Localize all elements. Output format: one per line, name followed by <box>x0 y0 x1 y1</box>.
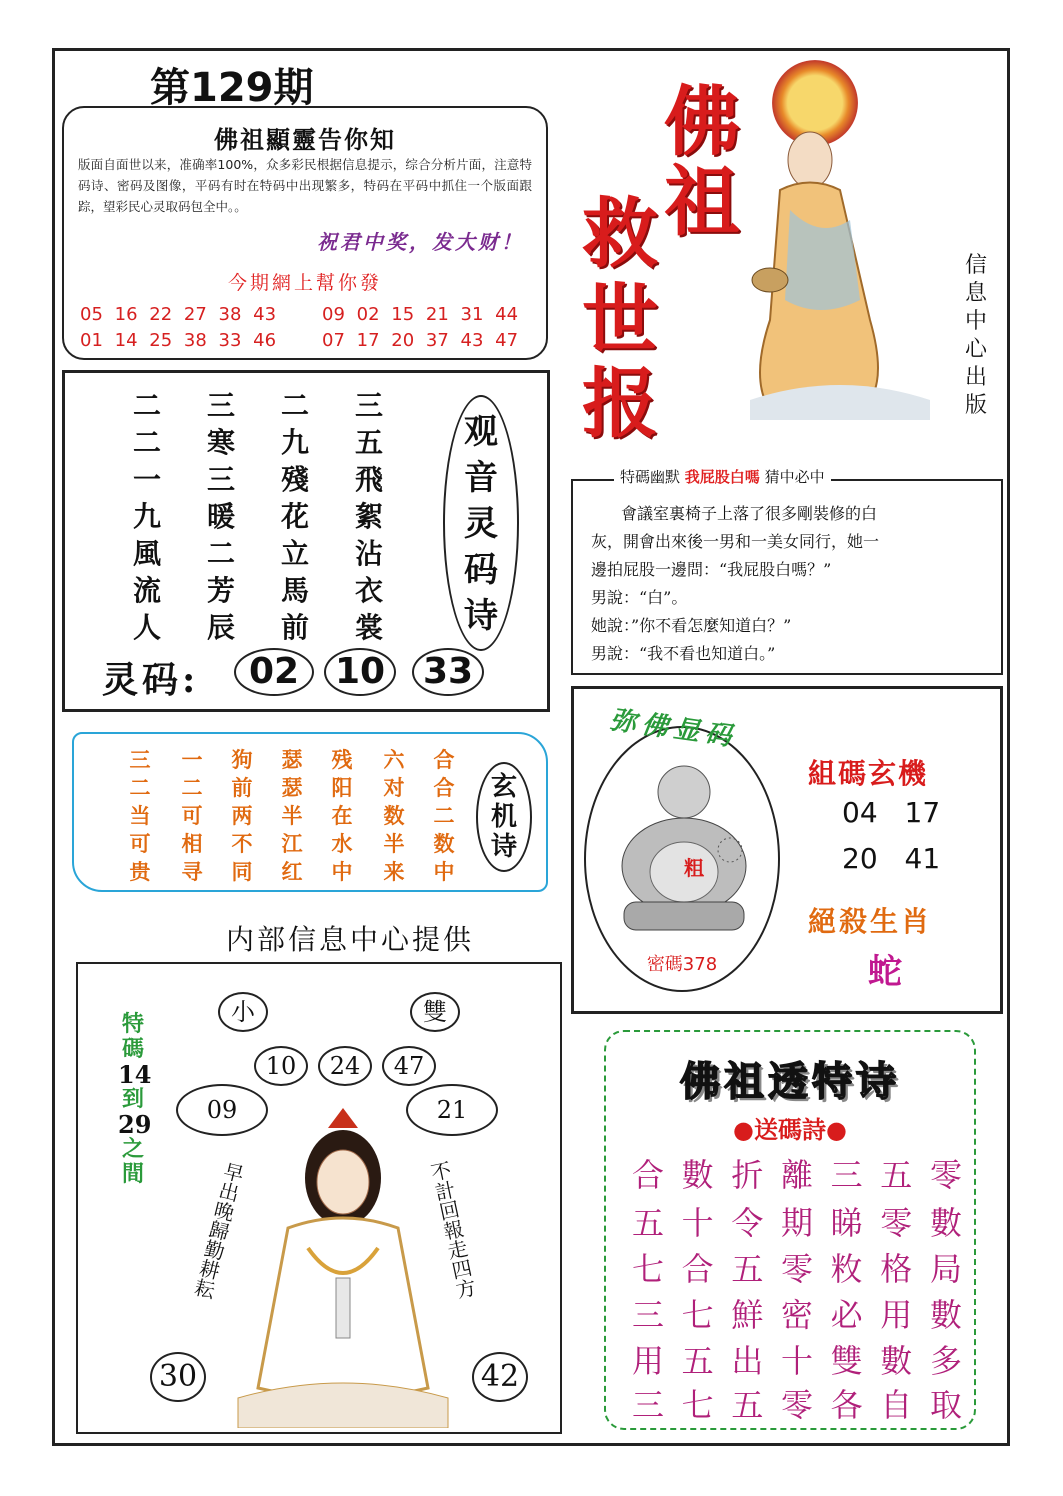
poem-char: 衣 <box>354 574 383 607</box>
xuanji-col-6 <box>376 746 412 886</box>
xuanji-char: 残 <box>331 747 353 772</box>
poem-char: 風 <box>132 537 161 570</box>
tou-te-char: 合 <box>632 1156 665 1194</box>
lingma-number-2: 10 <box>324 648 396 696</box>
numbers-row-1-left: 05 16 22 27 38 43 <box>80 304 277 325</box>
xuanji-char: 不 <box>231 831 253 856</box>
joke-line-3: 邊拍屁股一邊問：“我屁股白嗎？” <box>591 560 832 579</box>
xuanji-char: 来 <box>383 859 405 884</box>
tou-te-char: 取 <box>929 1386 962 1424</box>
range-char: 間 <box>121 1161 144 1187</box>
combo-title: 組碼玄機 <box>808 757 929 790</box>
numbers-row-1-right: 09 02 15 21 31 44 <box>322 304 519 325</box>
publisher-vertical: 信息中心出版 <box>964 253 987 418</box>
net-label: 今期網上幫你發 <box>227 272 382 294</box>
tou-te-char: 零 <box>929 1156 962 1194</box>
joke-head-right: 猜中必中 <box>764 468 825 486</box>
poem-char: 二 <box>206 537 235 570</box>
poem-col-3 <box>265 387 325 646</box>
xuanji-poem-box <box>72 732 548 892</box>
blessing-text: 祝君中奖，发大财！ <box>317 230 524 254</box>
title-char-4: 世 <box>582 275 658 364</box>
xuanji-char: 前 <box>231 775 253 800</box>
tou-te-char: 數 <box>929 1204 962 1242</box>
tou-te-row-2 <box>632 1198 962 1244</box>
xuanji-char: 中 <box>331 859 353 884</box>
title-char-5: 报 <box>582 359 658 448</box>
joke-heading <box>614 466 831 487</box>
lingma-label: 灵码: <box>102 659 200 701</box>
xuanji-char: 数 <box>383 803 405 828</box>
oval-char: 音 <box>464 458 498 498</box>
tou-te-char: 鮮 <box>731 1296 764 1334</box>
poem-char: 三 <box>206 463 235 496</box>
poem-col-2 <box>191 387 251 646</box>
tou-te-char: 十 <box>780 1342 813 1380</box>
range-char: 特 <box>121 1011 144 1037</box>
double-circle: 雙 <box>410 992 460 1032</box>
xuanji-char: 红 <box>281 859 303 884</box>
xuanji-char: 两 <box>231 803 253 828</box>
tou-te-char: 數 <box>880 1342 913 1380</box>
tou-te-char: 七 <box>681 1386 714 1424</box>
bottom-left-number: 30 <box>150 1352 206 1402</box>
xuanji-col-1 <box>122 746 158 886</box>
tou-te-char: 零 <box>780 1386 813 1424</box>
tou-te-row-5 <box>632 1336 962 1382</box>
joke-line-2: 灰，開會出來後一男和一美女同行，她一 <box>591 532 880 551</box>
tou-te-char: 五 <box>731 1386 764 1424</box>
poem-char: 花 <box>280 500 309 533</box>
tou-te-char: 五 <box>731 1250 764 1288</box>
tou-te-char: 三 <box>632 1386 665 1424</box>
xuanji-char: 合 <box>433 747 455 772</box>
guanyin-oval-label <box>443 395 519 651</box>
xuanji-char: 在 <box>331 803 353 828</box>
tou-te-char: 睇 <box>830 1204 863 1242</box>
range-box <box>118 1011 152 1187</box>
tou-te-row-6 <box>632 1380 962 1426</box>
tou-te-char: 離 <box>780 1156 813 1194</box>
joke-line-1: 會議室裏椅子上落了很多剛裝修的白 <box>621 504 878 523</box>
poem-char: 暖 <box>206 500 235 533</box>
numbers-row-2-left: 01 14 25 38 33 46 <box>80 330 277 351</box>
buddha-seal-char: 粗 <box>684 856 704 880</box>
buddha-arc-text: 弥佛显码 <box>608 705 740 753</box>
joke-line-4: 男說：“白”。 <box>591 588 688 607</box>
tou-te-char: 用 <box>632 1342 665 1380</box>
tou-te-char: 格 <box>880 1250 913 1288</box>
tou-te-subtitle: ●送碼詩● <box>733 1115 847 1144</box>
tou-te-row-4 <box>632 1290 962 1336</box>
poem-char: 辰 <box>206 611 235 644</box>
xuanji-char: 相 <box>181 831 203 856</box>
tou-te-char: 零 <box>780 1250 813 1288</box>
tou-te-row-3 <box>632 1244 962 1290</box>
joke-head-left: 特碼幽默 <box>620 468 681 486</box>
tou-te-char: 三 <box>830 1156 863 1194</box>
intro-heading: 佛祖顯靈告你知 <box>214 125 396 154</box>
tou-te-char: 多 <box>929 1342 962 1380</box>
poem-char: 流 <box>132 574 161 607</box>
oval-char: 码 <box>464 550 498 590</box>
top-number-2: 24 <box>318 1046 372 1086</box>
xuanji-char: 二 <box>181 775 203 800</box>
range-from: 14 <box>118 1060 152 1089</box>
poem-char: 三 <box>354 389 383 422</box>
xuanji-char: 半 <box>383 831 405 856</box>
tou-te-char: 局 <box>929 1250 962 1288</box>
tou-te-char: 折 <box>731 1156 764 1194</box>
tou-te-char: 五 <box>632 1204 665 1242</box>
xuanji-char: 半 <box>281 803 303 828</box>
bodhisattva-figure-image <box>740 120 940 420</box>
joke-box <box>571 479 1003 675</box>
xuanji-char: 水 <box>331 831 353 856</box>
xuanji-char: 阳 <box>331 775 353 800</box>
poem-col-4 <box>339 387 399 646</box>
right-oval-number: 21 <box>406 1084 498 1136</box>
xuanji-char: 狗 <box>231 747 253 772</box>
xuanji-oval-char: 玄 <box>490 772 517 802</box>
range-char: 碼 <box>121 1036 144 1062</box>
poem-col-1 <box>117 387 177 646</box>
tou-te-char: 三 <box>632 1296 665 1334</box>
poem-char: 芳 <box>206 574 235 607</box>
poem-char: 二 <box>132 389 161 422</box>
poem-char: 立 <box>280 537 309 570</box>
oval-char: 灵 <box>464 504 498 544</box>
poem-char: 二 <box>280 389 309 422</box>
xuanji-col-3 <box>224 746 260 886</box>
poem-char: 馬 <box>280 574 309 607</box>
tou-te-char: 合 <box>681 1250 714 1288</box>
joke-head-red: 我屁股白嗎 <box>684 468 760 486</box>
tou-te-char: 自 <box>880 1386 913 1424</box>
xuanji-col-7 <box>426 746 462 886</box>
xuanji-char: 一 <box>181 747 203 772</box>
xuanji-char: 瑟 <box>281 747 303 772</box>
poem-char: 二 <box>132 426 161 459</box>
oval-char: 诗 <box>464 596 498 636</box>
xuanji-char: 合 <box>433 775 455 800</box>
xuanji-char: 寻 <box>181 859 203 884</box>
tou-te-char: 必 <box>830 1296 863 1334</box>
combo-row-1: 04 17 <box>842 796 941 829</box>
tou-te-title: 佛祖透特诗 <box>680 1058 900 1105</box>
intro-body: 版面自面世以来，准确率100%，众多彩民根据信息提示，综合分析片面，注意特码诗、密码及图像，平码有时在特码中出现繁多，特码在平码中抓住一个版面跟踪，望彩民心灵取码包全中。。 <box>78 157 532 214</box>
tou-te-char: 令 <box>731 1204 764 1242</box>
xuanji-char: 可 <box>129 831 151 856</box>
tou-te-char: 雙 <box>830 1342 863 1380</box>
left-oval-number: 09 <box>176 1084 268 1136</box>
tou-te-char: 十 <box>681 1204 714 1242</box>
small-circle: 小 <box>218 992 268 1032</box>
xuanji-char: 六 <box>383 747 405 772</box>
xuanji-char: 对 <box>383 775 405 800</box>
poem-char: 寒 <box>206 426 235 459</box>
right-verse: 不計回報走四方 <box>425 1159 479 1301</box>
guanyin-panel <box>76 962 562 1434</box>
xuanji-char: 数 <box>433 831 455 856</box>
poem-char: 九 <box>132 500 161 533</box>
lingma-number-3: 33 <box>412 648 484 696</box>
poem-char: 九 <box>280 426 309 459</box>
left-verse: 早出晚歸勤耕耘 <box>189 1159 247 1301</box>
poem-char: 沾 <box>354 537 383 570</box>
numbers-row-2-right: 07 17 20 37 43 47 <box>322 330 519 351</box>
tou-te-char: 五 <box>880 1156 913 1194</box>
kill-zodiac-value: 蛇 <box>868 952 902 992</box>
xuanji-char: 当 <box>129 803 151 828</box>
laughing-buddha-image <box>604 754 764 938</box>
xuanji-oval-char: 机 <box>490 802 517 832</box>
tou-te-char: 零 <box>880 1204 913 1242</box>
tou-te-char: 期 <box>780 1204 813 1242</box>
range-char: 到 <box>121 1086 144 1112</box>
xuanji-char: 二 <box>129 775 151 800</box>
xuanji-col-4 <box>274 746 310 886</box>
poem-char: 三 <box>206 389 235 422</box>
xuanji-char: 中 <box>433 859 455 884</box>
tou-te-char: 數 <box>929 1296 962 1334</box>
xuanji-char: 同 <box>231 859 253 884</box>
poem-char: 絮 <box>354 500 383 533</box>
poem-char: 人 <box>132 611 161 644</box>
title-char-3: 救 <box>582 189 658 278</box>
xuanji-char: 江 <box>281 831 303 856</box>
poem-char: 五 <box>354 426 383 459</box>
kill-zodiac-title: 絕殺生肖 <box>808 905 933 938</box>
intro-box <box>62 106 548 360</box>
top-number-1: 10 <box>254 1046 308 1086</box>
tou-te-char: 五 <box>681 1342 714 1380</box>
bottom-right-number: 42 <box>472 1352 528 1402</box>
xuanji-char: 贵 <box>129 859 151 884</box>
xuanji-char: 三 <box>129 747 151 772</box>
xuanji-char: 二 <box>433 803 455 828</box>
poem-char: 裳 <box>354 611 383 644</box>
poem-char: 前 <box>280 611 309 644</box>
issue-number: 第129期 <box>150 65 314 111</box>
tou-te-char: 出 <box>731 1342 764 1380</box>
provided-by-text: 内部信息中心提供 <box>226 923 475 956</box>
xuanji-oval-label <box>476 762 532 872</box>
xuanji-col-2 <box>174 746 210 886</box>
joke-line-6: 男說：“我不看也知道白。” <box>591 644 776 663</box>
tou-te-char: 用 <box>880 1296 913 1334</box>
title-char-2: 祖 <box>664 157 740 246</box>
tou-te-row-1 <box>632 1150 962 1196</box>
poem-char: 一 <box>132 463 161 496</box>
title-char-1: 佛 <box>664 77 740 166</box>
tou-te-char: 各 <box>830 1386 863 1424</box>
xuanji-char: 瑟 <box>281 775 303 800</box>
combo-row-2: 20 41 <box>842 842 941 875</box>
joke-line-5: 她說：”你不看怎麼知道白？” <box>591 616 792 635</box>
xuanji-col-5 <box>324 746 360 886</box>
tou-te-char: 七 <box>632 1250 665 1288</box>
poem-char: 殘 <box>280 463 309 496</box>
tou-te-char: 數 <box>681 1156 714 1194</box>
tou-te-char: 七 <box>681 1296 714 1334</box>
xuanji-char: 可 <box>181 803 203 828</box>
oval-char: 观 <box>464 412 498 452</box>
range-char: 之 <box>121 1136 144 1162</box>
seated-guanyin-image <box>228 1098 458 1428</box>
lingma-number-1: 02 <box>234 648 314 696</box>
buddha-code: 密碼378 <box>646 954 718 975</box>
xuanji-oval-char: 诗 <box>490 832 517 862</box>
tou-te-char: 敉 <box>830 1250 863 1288</box>
poem-char: 飛 <box>354 463 383 496</box>
top-number-3: 47 <box>382 1046 436 1086</box>
range-to: 29 <box>118 1110 152 1139</box>
buddha-oval <box>584 726 780 992</box>
tou-te-char: 密 <box>780 1296 813 1334</box>
